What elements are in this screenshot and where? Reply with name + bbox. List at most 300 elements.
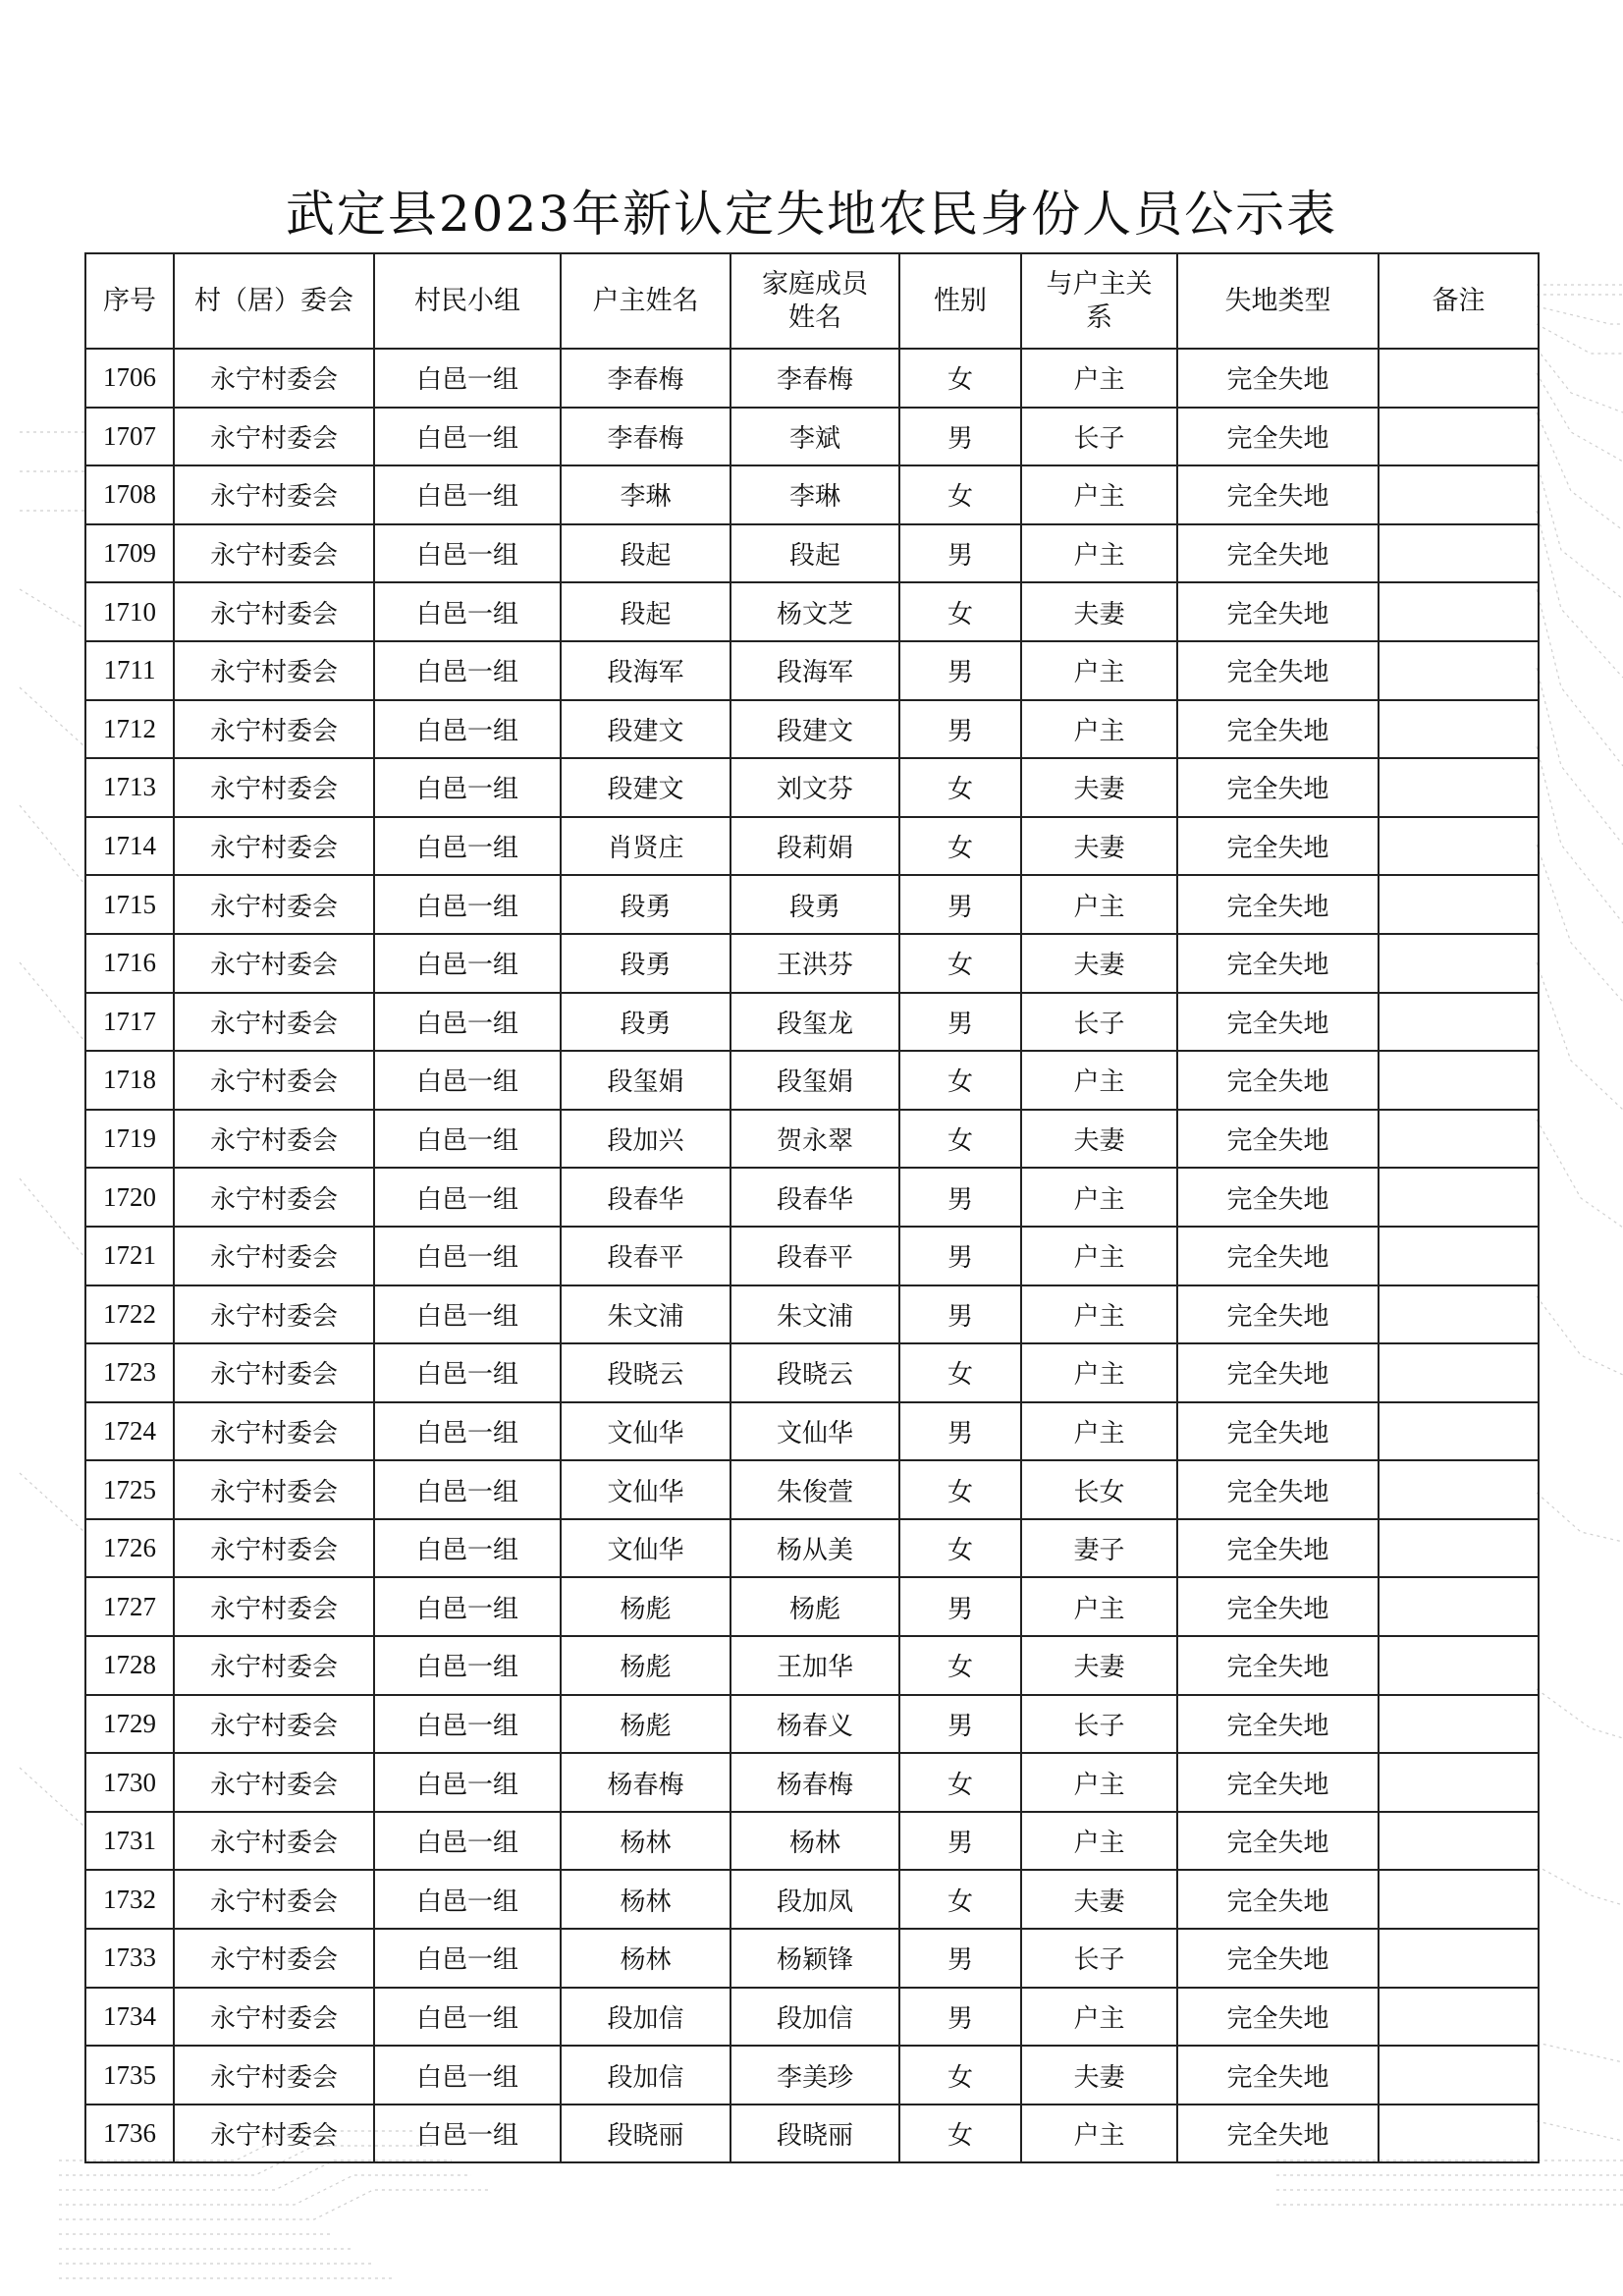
cell-householder: 杨春梅 — [561, 1753, 730, 1812]
cell-remarks — [1379, 349, 1539, 408]
cell-gender: 女 — [899, 1343, 1021, 1402]
cell-land-loss-type: 完全失地 — [1177, 993, 1379, 1052]
cell-village-committee: 永宁村委会 — [174, 934, 374, 993]
cell-land-loss-type: 完全失地 — [1177, 1285, 1379, 1344]
table-row — [85, 700, 1539, 759]
cell-village-committee: 永宁村委会 — [174, 1110, 374, 1169]
cell-gender: 男 — [899, 1168, 1021, 1227]
cell-villager-group: 白邑一组 — [374, 934, 561, 993]
cell-remarks — [1379, 465, 1539, 524]
cell-village-committee: 永宁村委会 — [174, 1577, 374, 1636]
cell-index: 1731 — [85, 1812, 174, 1871]
cell-land-loss-type: 完全失地 — [1177, 817, 1379, 876]
cell-relation: 夫妻 — [1021, 817, 1177, 876]
cell-villager-group: 白邑一组 — [374, 1577, 561, 1636]
cell-householder: 段勇 — [561, 934, 730, 993]
cell-relation: 户主 — [1021, 875, 1177, 934]
cell-index: 1710 — [85, 582, 174, 641]
cell-villager-group: 白邑一组 — [374, 1460, 561, 1519]
cell-relation: 户主 — [1021, 1753, 1177, 1812]
cell-relation: 户主 — [1021, 1285, 1177, 1344]
cell-relation: 户主 — [1021, 641, 1177, 700]
cell-family-member: 杨文芝 — [730, 582, 899, 641]
table-row — [85, 1051, 1539, 1110]
cell-land-loss-type: 完全失地 — [1177, 1051, 1379, 1110]
cell-index: 1729 — [85, 1695, 174, 1754]
cell-gender: 男 — [899, 641, 1021, 700]
cell-householder: 段春华 — [561, 1168, 730, 1227]
cell-remarks — [1379, 2105, 1539, 2163]
cell-remarks — [1379, 817, 1539, 876]
cell-family-member: 王加华 — [730, 1636, 899, 1695]
cell-gender: 男 — [899, 1402, 1021, 1461]
table-body — [85, 349, 1539, 2162]
cell-householder: 段建文 — [561, 700, 730, 759]
cell-land-loss-type: 完全失地 — [1177, 2046, 1379, 2105]
table-row — [85, 2105, 1539, 2163]
cell-villager-group: 白邑一组 — [374, 1929, 561, 1988]
cell-land-loss-type: 完全失地 — [1177, 1402, 1379, 1461]
cell-gender: 男 — [899, 1227, 1021, 1285]
cell-index: 1735 — [85, 2046, 174, 2105]
cell-relation: 长子 — [1021, 993, 1177, 1052]
cell-villager-group: 白邑一组 — [374, 465, 561, 524]
cell-villager-group: 白邑一组 — [374, 1402, 561, 1461]
cell-relation: 夫妻 — [1021, 1110, 1177, 1169]
cell-villager-group: 白邑一组 — [374, 758, 561, 817]
table-row — [85, 1285, 1539, 1344]
cell-village-committee: 永宁村委会 — [174, 1402, 374, 1461]
cell-householder: 文仙华 — [561, 1460, 730, 1519]
cell-index: 1706 — [85, 349, 174, 408]
table-row — [85, 934, 1539, 993]
cell-village-committee: 永宁村委会 — [174, 2105, 374, 2163]
cell-householder: 段晓丽 — [561, 2105, 730, 2163]
cell-village-committee: 永宁村委会 — [174, 1227, 374, 1285]
cell-householder: 李春梅 — [561, 408, 730, 466]
table-row — [85, 758, 1539, 817]
cell-family-member: 段晓云 — [730, 1343, 899, 1402]
cell-remarks — [1379, 1695, 1539, 1754]
cell-relation: 长子 — [1021, 1695, 1177, 1754]
cell-relation: 户主 — [1021, 700, 1177, 759]
cell-index: 1716 — [85, 934, 174, 993]
cell-remarks — [1379, 1227, 1539, 1285]
cell-householder: 段起 — [561, 582, 730, 641]
cell-remarks — [1379, 1753, 1539, 1812]
cell-index: 1715 — [85, 875, 174, 934]
cell-family-member: 杨彪 — [730, 1577, 899, 1636]
cell-village-committee: 永宁村委会 — [174, 758, 374, 817]
cell-village-committee: 永宁村委会 — [174, 1519, 374, 1578]
cell-householder: 李春梅 — [561, 349, 730, 408]
cell-index: 1708 — [85, 465, 174, 524]
table-row — [85, 1168, 1539, 1227]
cell-relation: 长子 — [1021, 408, 1177, 466]
cell-family-member: 段莉娟 — [730, 817, 899, 876]
cell-family-member: 杨春义 — [730, 1695, 899, 1754]
cell-family-member: 段海军 — [730, 641, 899, 700]
cell-family-member: 杨林 — [730, 1812, 899, 1871]
cell-land-loss-type: 完全失地 — [1177, 1636, 1379, 1695]
col-header-index: 序号 — [85, 253, 174, 349]
cell-gender: 女 — [899, 817, 1021, 876]
col-header-gender: 性别 — [899, 253, 1021, 349]
cell-villager-group: 白邑一组 — [374, 1636, 561, 1695]
cell-relation: 户主 — [1021, 1812, 1177, 1871]
cell-relation: 户主 — [1021, 1051, 1177, 1110]
cell-gender: 女 — [899, 1636, 1021, 1695]
cell-remarks — [1379, 1870, 1539, 1929]
cell-relation: 户主 — [1021, 1402, 1177, 1461]
cell-land-loss-type: 完全失地 — [1177, 758, 1379, 817]
cell-householder: 李琳 — [561, 465, 730, 524]
cell-family-member: 朱文浦 — [730, 1285, 899, 1344]
cell-village-committee: 永宁村委会 — [174, 1812, 374, 1871]
cell-remarks — [1379, 408, 1539, 466]
cell-family-member: 贺永翠 — [730, 1110, 899, 1169]
cell-index: 1707 — [85, 408, 174, 466]
cell-remarks — [1379, 641, 1539, 700]
cell-index: 1734 — [85, 1988, 174, 2047]
cell-gender: 男 — [899, 524, 1021, 583]
cell-index: 1712 — [85, 700, 174, 759]
table-row — [85, 817, 1539, 876]
cell-family-member: 文仙华 — [730, 1402, 899, 1461]
cell-remarks — [1379, 582, 1539, 641]
table-row — [85, 1988, 1539, 2047]
table-row — [85, 1227, 1539, 1285]
cell-villager-group: 白邑一组 — [374, 1051, 561, 1110]
cell-remarks — [1379, 1577, 1539, 1636]
cell-village-committee: 永宁村委会 — [174, 1460, 374, 1519]
table-row — [85, 1812, 1539, 1871]
cell-land-loss-type: 完全失地 — [1177, 1227, 1379, 1285]
cell-family-member: 李斌 — [730, 408, 899, 466]
cell-villager-group: 白邑一组 — [374, 1285, 561, 1344]
cell-relation: 长子 — [1021, 1929, 1177, 1988]
cell-family-member: 李美珍 — [730, 2046, 899, 2105]
cell-relation: 妻子 — [1021, 1519, 1177, 1578]
cell-family-member: 段玺娟 — [730, 1051, 899, 1110]
table-row — [85, 524, 1539, 583]
cell-land-loss-type: 完全失地 — [1177, 524, 1379, 583]
table-row — [85, 1753, 1539, 1812]
table-row — [85, 641, 1539, 700]
cell-relation: 户主 — [1021, 1577, 1177, 1636]
col-header-land-loss-type: 失地类型 — [1177, 253, 1379, 349]
cell-householder: 杨彪 — [561, 1695, 730, 1754]
cell-village-committee: 永宁村委会 — [174, 993, 374, 1052]
cell-gender: 男 — [899, 1812, 1021, 1871]
cell-villager-group: 白邑一组 — [374, 408, 561, 466]
cell-householder: 杨林 — [561, 1812, 730, 1871]
cell-remarks — [1379, 1812, 1539, 1871]
cell-index: 1714 — [85, 817, 174, 876]
cell-villager-group: 白邑一组 — [374, 817, 561, 876]
cell-village-committee: 永宁村委会 — [174, 1753, 374, 1812]
table-row — [85, 1402, 1539, 1461]
table-row — [85, 349, 1539, 408]
cell-village-committee: 永宁村委会 — [174, 349, 374, 408]
cell-gender: 女 — [899, 349, 1021, 408]
cell-family-member: 杨春梅 — [730, 1753, 899, 1812]
cell-remarks — [1379, 1460, 1539, 1519]
cell-villager-group: 白邑一组 — [374, 1753, 561, 1812]
cell-index: 1728 — [85, 1636, 174, 1695]
cell-villager-group: 白邑一组 — [374, 1695, 561, 1754]
table-row — [85, 1343, 1539, 1402]
cell-villager-group: 白邑一组 — [374, 2046, 561, 2105]
col-header-village-committee: 村（居）委会 — [174, 253, 374, 349]
cell-index: 1722 — [85, 1285, 174, 1344]
cell-gender: 女 — [899, 2105, 1021, 2163]
cell-householder: 文仙华 — [561, 1402, 730, 1461]
table-row — [85, 1577, 1539, 1636]
cell-index: 1717 — [85, 993, 174, 1052]
cell-villager-group: 白邑一组 — [374, 1870, 561, 1929]
cell-gender: 女 — [899, 582, 1021, 641]
cell-gender: 女 — [899, 1753, 1021, 1812]
cell-gender: 女 — [899, 1110, 1021, 1169]
cell-relation: 夫妻 — [1021, 1870, 1177, 1929]
cell-gender: 女 — [899, 758, 1021, 817]
cell-remarks — [1379, 524, 1539, 583]
cell-relation: 户主 — [1021, 349, 1177, 408]
cell-relation: 户主 — [1021, 1168, 1177, 1227]
cell-householder: 杨林 — [561, 1870, 730, 1929]
table-row — [85, 1929, 1539, 1988]
table-row — [85, 1460, 1539, 1519]
cell-householder: 段加兴 — [561, 1110, 730, 1169]
table-row — [85, 1870, 1539, 1929]
cell-remarks — [1379, 1285, 1539, 1344]
cell-householder: 段海军 — [561, 641, 730, 700]
cell-land-loss-type: 完全失地 — [1177, 1988, 1379, 2047]
cell-remarks — [1379, 2046, 1539, 2105]
cell-village-committee: 永宁村委会 — [174, 465, 374, 524]
col-header-villager-group: 村民小组 — [374, 253, 561, 349]
table-row — [85, 875, 1539, 934]
cell-relation: 夫妻 — [1021, 758, 1177, 817]
cell-land-loss-type: 完全失地 — [1177, 700, 1379, 759]
cell-gender: 男 — [899, 1929, 1021, 1988]
cell-family-member: 段起 — [730, 524, 899, 583]
cell-land-loss-type: 完全失地 — [1177, 1343, 1379, 1402]
cell-index: 1725 — [85, 1460, 174, 1519]
cell-householder: 段勇 — [561, 875, 730, 934]
cell-remarks — [1379, 1343, 1539, 1402]
cell-village-committee: 永宁村委会 — [174, 1285, 374, 1344]
cell-villager-group: 白邑一组 — [374, 1519, 561, 1578]
table-row — [85, 408, 1539, 466]
cell-family-member: 段春平 — [730, 1227, 899, 1285]
cell-householder: 杨彪 — [561, 1636, 730, 1695]
cell-village-committee: 永宁村委会 — [174, 1636, 374, 1695]
cell-gender: 男 — [899, 993, 1021, 1052]
cell-village-committee: 永宁村委会 — [174, 1988, 374, 2047]
cell-gender: 女 — [899, 1519, 1021, 1578]
cell-remarks — [1379, 1636, 1539, 1695]
table-row — [85, 1519, 1539, 1578]
cell-relation: 户主 — [1021, 465, 1177, 524]
cell-householder: 杨林 — [561, 1929, 730, 1988]
cell-village-committee: 永宁村委会 — [174, 817, 374, 876]
cell-gender: 男 — [899, 1695, 1021, 1754]
cell-villager-group: 白邑一组 — [374, 2105, 561, 2163]
cell-villager-group: 白邑一组 — [374, 1168, 561, 1227]
cell-index: 1721 — [85, 1227, 174, 1285]
cell-index: 1713 — [85, 758, 174, 817]
cell-index: 1719 — [85, 1110, 174, 1169]
cell-relation: 长女 — [1021, 1460, 1177, 1519]
cell-index: 1732 — [85, 1870, 174, 1929]
cell-villager-group: 白邑一组 — [374, 1110, 561, 1169]
cell-family-member: 段建文 — [730, 700, 899, 759]
cell-land-loss-type: 完全失地 — [1177, 582, 1379, 641]
cell-remarks — [1379, 875, 1539, 934]
cell-index: 1730 — [85, 1753, 174, 1812]
cell-remarks — [1379, 1929, 1539, 1988]
cell-land-loss-type: 完全失地 — [1177, 2105, 1379, 2163]
cell-villager-group: 白邑一组 — [374, 1227, 561, 1285]
cell-index: 1724 — [85, 1402, 174, 1461]
cell-village-committee: 永宁村委会 — [174, 700, 374, 759]
cell-land-loss-type: 完全失地 — [1177, 934, 1379, 993]
cell-villager-group: 白邑一组 — [374, 875, 561, 934]
cell-villager-group: 白邑一组 — [374, 700, 561, 759]
cell-remarks — [1379, 1110, 1539, 1169]
cell-gender: 女 — [899, 1051, 1021, 1110]
cell-villager-group: 白邑一组 — [374, 641, 561, 700]
cell-relation: 户主 — [1021, 1343, 1177, 1402]
cell-gender: 男 — [899, 875, 1021, 934]
cell-gender: 男 — [899, 1577, 1021, 1636]
cell-relation: 户主 — [1021, 524, 1177, 583]
cell-householder: 段加信 — [561, 1988, 730, 2047]
cell-relation: 夫妻 — [1021, 582, 1177, 641]
cell-family-member: 杨颖锋 — [730, 1929, 899, 1988]
cell-village-committee: 永宁村委会 — [174, 582, 374, 641]
cell-land-loss-type: 完全失地 — [1177, 875, 1379, 934]
table-row — [85, 2046, 1539, 2105]
cell-village-committee: 永宁村委会 — [174, 1870, 374, 1929]
table-row — [85, 1110, 1539, 1169]
cell-gender: 男 — [899, 1988, 1021, 2047]
cell-family-member: 朱俊萱 — [730, 1460, 899, 1519]
cell-land-loss-type: 完全失地 — [1177, 408, 1379, 466]
cell-gender: 女 — [899, 934, 1021, 993]
cell-village-committee: 永宁村委会 — [174, 1929, 374, 1988]
col-header-family-member: 家庭成员姓名 — [730, 253, 899, 349]
cell-land-loss-type: 完全失地 — [1177, 1812, 1379, 1871]
cell-land-loss-type: 完全失地 — [1177, 1929, 1379, 1988]
cell-householder: 段建文 — [561, 758, 730, 817]
cell-relation: 户主 — [1021, 2105, 1177, 2163]
cell-family-member: 段晓丽 — [730, 2105, 899, 2163]
cell-remarks — [1379, 1402, 1539, 1461]
cell-villager-group: 白邑一组 — [374, 1812, 561, 1871]
cell-village-committee: 永宁村委会 — [174, 1343, 374, 1402]
cell-householder: 段春平 — [561, 1227, 730, 1285]
table-row — [85, 582, 1539, 641]
cell-land-loss-type: 完全失地 — [1177, 1870, 1379, 1929]
cell-village-committee: 永宁村委会 — [174, 2046, 374, 2105]
cell-index: 1720 — [85, 1168, 174, 1227]
cell-householder: 段晓云 — [561, 1343, 730, 1402]
cell-remarks — [1379, 934, 1539, 993]
cell-householder: 杨彪 — [561, 1577, 730, 1636]
cell-gender: 男 — [899, 408, 1021, 466]
cell-land-loss-type: 完全失地 — [1177, 1753, 1379, 1812]
cell-land-loss-type: 完全失地 — [1177, 1168, 1379, 1227]
cell-village-committee: 永宁村委会 — [174, 408, 374, 466]
cell-villager-group: 白邑一组 — [374, 993, 561, 1052]
cell-index: 1726 — [85, 1519, 174, 1578]
cell-family-member: 段加信 — [730, 1988, 899, 2047]
cell-family-member: 杨从美 — [730, 1519, 899, 1578]
cell-family-member: 段春华 — [730, 1168, 899, 1227]
cell-relation: 夫妻 — [1021, 934, 1177, 993]
cell-village-committee: 永宁村委会 — [174, 524, 374, 583]
cell-land-loss-type: 完全失地 — [1177, 1110, 1379, 1169]
cell-land-loss-type: 完全失地 — [1177, 1577, 1379, 1636]
cell-family-member: 刘文芬 — [730, 758, 899, 817]
cell-householder: 段加信 — [561, 2046, 730, 2105]
cell-relation: 户主 — [1021, 1988, 1177, 2047]
cell-index: 1711 — [85, 641, 174, 700]
cell-householder: 文仙华 — [561, 1519, 730, 1578]
roster-table — [84, 252, 1540, 2163]
cell-family-member: 王洪芬 — [730, 934, 899, 993]
cell-village-committee: 永宁村委会 — [174, 1695, 374, 1754]
cell-remarks — [1379, 1519, 1539, 1578]
cell-village-committee: 永宁村委会 — [174, 1168, 374, 1227]
col-header-householder: 户主姓名 — [561, 253, 730, 349]
cell-land-loss-type: 完全失地 — [1177, 1460, 1379, 1519]
header-row — [85, 253, 1539, 349]
cell-index: 1733 — [85, 1929, 174, 1988]
cell-relation: 户主 — [1021, 1227, 1177, 1285]
cell-relation: 夫妻 — [1021, 2046, 1177, 2105]
cell-remarks — [1379, 1988, 1539, 2047]
cell-gender: 女 — [899, 1870, 1021, 1929]
cell-villager-group: 白邑一组 — [374, 1988, 561, 2047]
cell-householder: 朱文浦 — [561, 1285, 730, 1344]
cell-family-member: 段勇 — [730, 875, 899, 934]
col-header-relation: 与户主关系 — [1021, 253, 1177, 349]
cell-family-member: 段玺龙 — [730, 993, 899, 1052]
cell-index: 1709 — [85, 524, 174, 583]
col-header-remarks: 备注 — [1379, 253, 1539, 349]
cell-householder: 段起 — [561, 524, 730, 583]
cell-village-committee: 永宁村委会 — [174, 1051, 374, 1110]
cell-index: 1723 — [85, 1343, 174, 1402]
cell-land-loss-type: 完全失地 — [1177, 349, 1379, 408]
cell-remarks — [1379, 758, 1539, 817]
cell-land-loss-type: 完全失地 — [1177, 465, 1379, 524]
cell-family-member: 段加凤 — [730, 1870, 899, 1929]
cell-land-loss-type: 完全失地 — [1177, 641, 1379, 700]
table-row — [85, 993, 1539, 1052]
cell-land-loss-type: 完全失地 — [1177, 1519, 1379, 1578]
cell-householder: 段玺娟 — [561, 1051, 730, 1110]
cell-index: 1727 — [85, 1577, 174, 1636]
cell-gender: 男 — [899, 700, 1021, 759]
cell-villager-group: 白邑一组 — [374, 1343, 561, 1402]
table-row — [85, 1636, 1539, 1695]
cell-village-committee: 永宁村委会 — [174, 875, 374, 934]
